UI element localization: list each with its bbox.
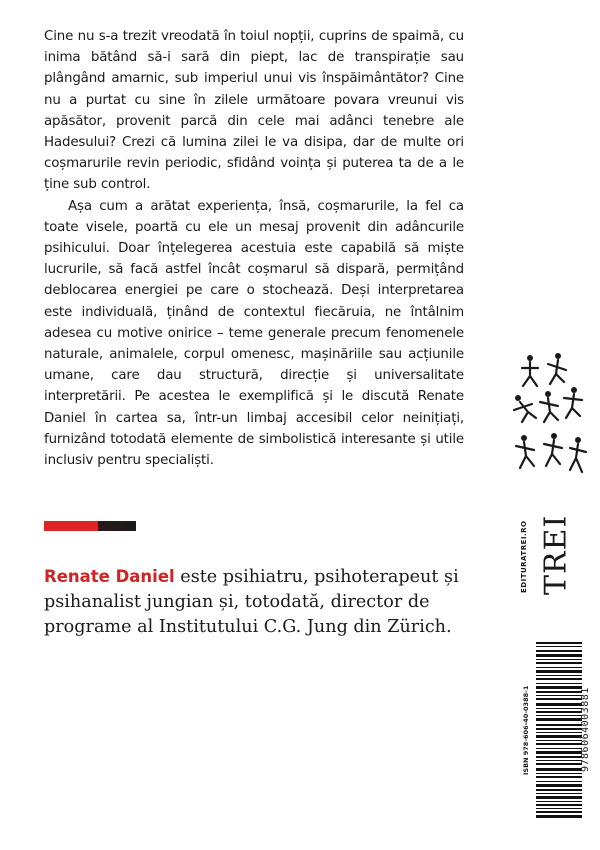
isbn-label: ISBN 978-606-40-0388-1 (522, 685, 530, 775)
book-blurb (44, 26, 464, 471)
publisher-figures-logo-icon (508, 350, 588, 485)
author-bio-text: este psihiatru, psihoterapeut și psihanalist jungian și, totodată, director de programe al Institutului C.G. Jung din Zürich. (44, 567, 459, 637)
blurb-paragraph-1: Cine nu s-a trezit vreodată în toiul nopții, cuprins de spaimă, cu inima bătând să-i sară din piept, lac de transpirație sau plângând amarnic, sub imperiul unui vis înspăimântător? Cine nu a purtat cu sine în zilele următoare povara vreunui vis apăsător, provenit parcă din cele mai adânci tenebre ale Hadesului? Crezi că lumina zilei le va disipa, dar de multe ori coșmarurile revin periodic, sfidând voința și puterea ta de a le ține sub control. (44, 29, 464, 193)
barcode-icon (536, 642, 582, 818)
author-name: Renate Daniel (44, 567, 175, 586)
publisher-website: EDITURATREI.RO (520, 520, 528, 594)
blurb-paragraph-2: Așa cum a arătat experiența, însă, coșmarurile, la fel ca toate visele, poartă cu ele un mesaj provenit din adâncurile psihicului. Doar înțelegerea acestuia este capabilă să miște lucrurile, să facă astfel încât coșmarul să dispară, permițând deblocarea energiei pe care o stochează. Deși interpretarea este individuală, ținând de contextul fiecăruia, ne întâlnim adesea cu motive onirice – teme generale precum fenomenele naturale, animalele, corpul omenesc, mașinăriile sau acțiunile umane, care dau structură, direcție și universalitate interpretării. Pe acestea le exemplifică și le discută Renate Daniel în cartea sa, într-un limbaj accesibil celor neinițiați, furnizând totodată elemente de simbolistică interesante și utile inclusiv pentru specialiști. (44, 198, 464, 469)
red-divider-bar (44, 521, 136, 531)
barcode-digits: 9786064003881 (580, 687, 591, 773)
author-bio (44, 564, 464, 640)
publisher-logo-text: TREI (538, 514, 574, 596)
